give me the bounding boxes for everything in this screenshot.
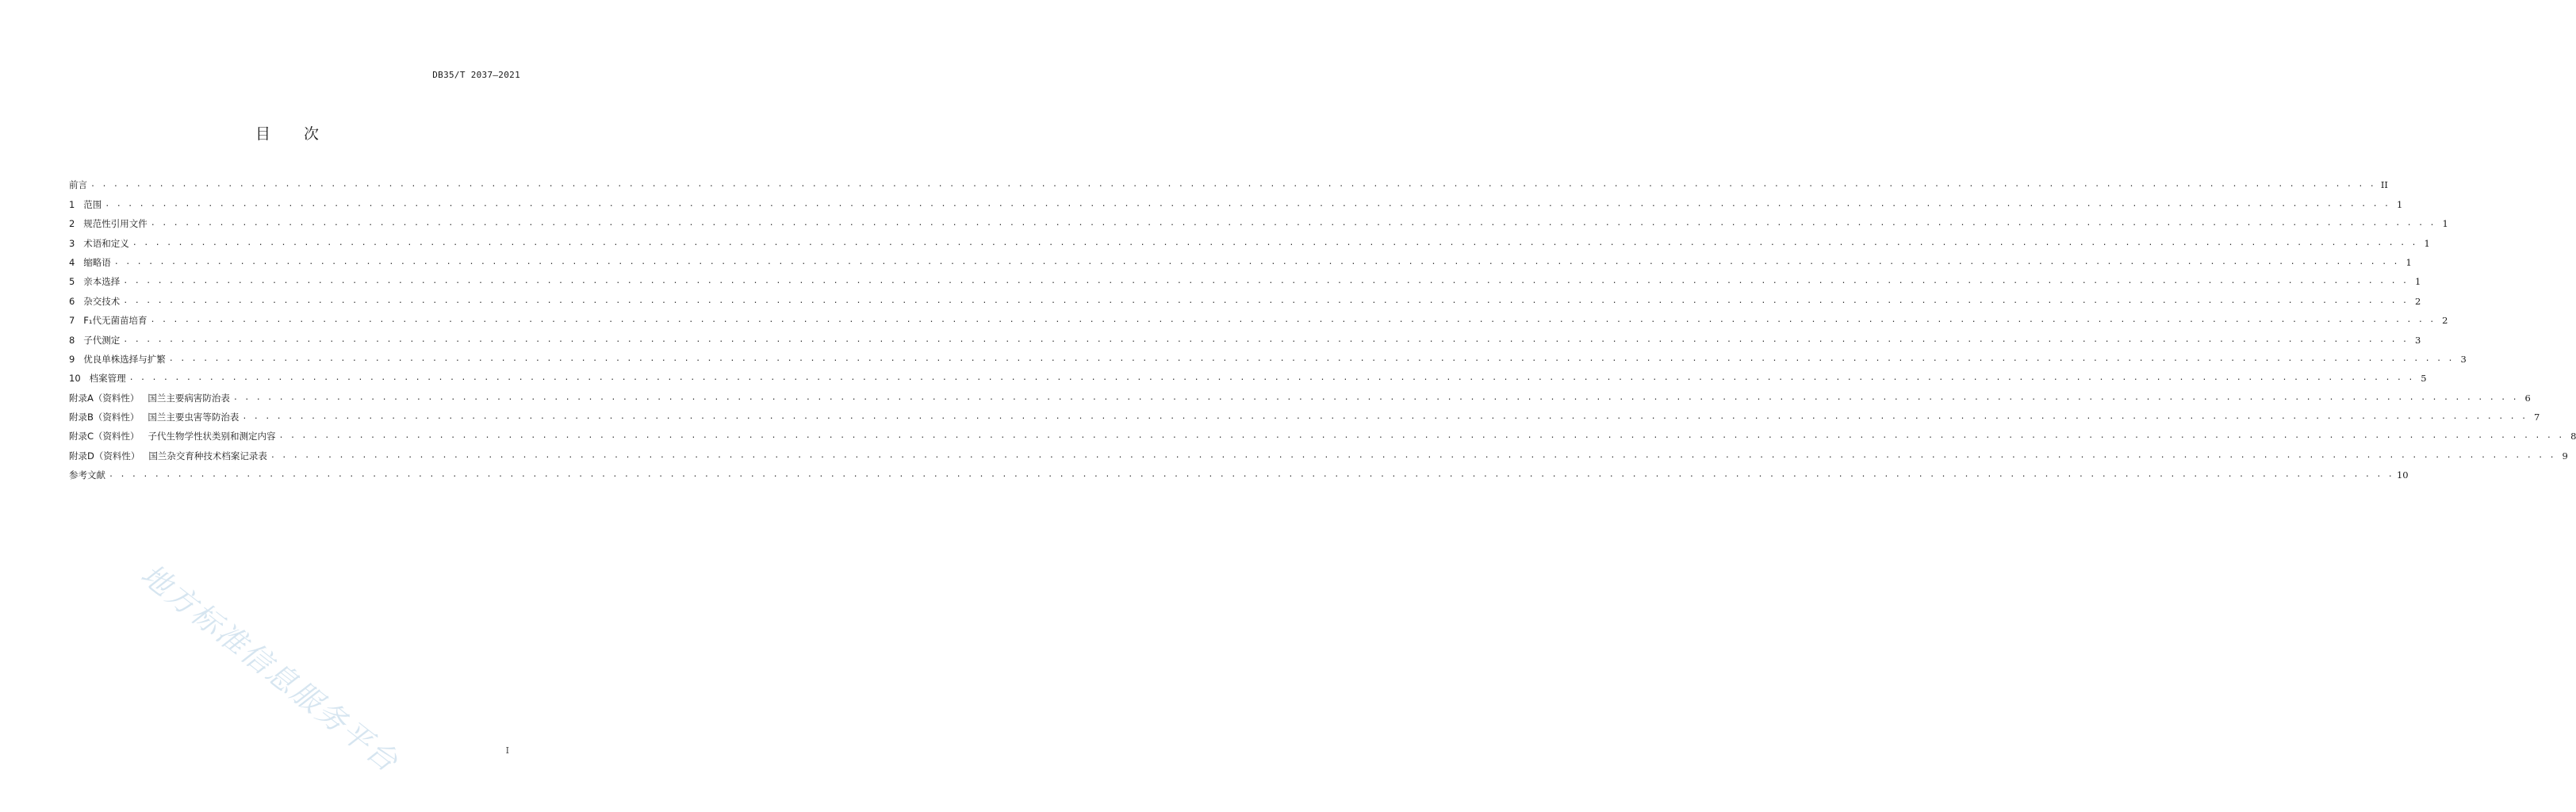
toc-entry-page: 7 xyxy=(2534,412,2540,423)
toc-entry-page: 2 xyxy=(2414,295,2421,307)
toc-entry[interactable] xyxy=(69,404,2540,423)
standard-code: DB35/T 2037—2021 xyxy=(432,70,520,80)
toc-dot-leader: . . . . . . . . . . . . . . . . . . . . . . . . . . . . . . . . . . . . . . . . . . . . . . . . . . . . . . . . . . . . . . . . . . . . . . . . . . . . . . . . . . . . . . . . . . . . . . . . . . . . . . . . . . . . . . . . . . . . . . . . . . . . . . . . . . . . . . . . . . . . . . . . . . . . . . . . . . . . . . . . . . . . . . . . . . . . . . . . . . . . . . . . . . . . . . . . . . . . . . . . xyxy=(113,257,2399,266)
toc-entry-page: 3 xyxy=(2414,334,2421,346)
toc-entry-label: 7 F₁代无菌苗培育 xyxy=(69,315,148,327)
toc-entry[interactable] xyxy=(69,442,2568,462)
toc-entry[interactable] xyxy=(69,366,2427,385)
page-number: I xyxy=(505,745,509,756)
toc-entry-page: 5 xyxy=(2421,373,2427,385)
toc-dot-leader: . . . . . . . . . . . . . . . . . . . . . . . . . . . . . . . . . . . . . . . . . . . . . . . . . . . . . . . . . . . . . . . . . . . . . . . . . . . . . . . . . . . . . . . . . . . . . . . . . . . . . . . . . . . . . . . . . . . . . . . . . . . . . . . . . . . . . . . . . . . . . . . . . . . . . . . . . . . . . . . . . . . . . . . . . . . . . . . . . . . . . . . . . . . . . . . . . . . . . . . . xyxy=(123,296,2409,305)
toc-entry-page: 2 xyxy=(2442,315,2448,327)
toc-dot-leader: . . . . . . . . . . . . . . . . . . . . . . . . . . . . . . . . . . . . . . . . . . . . . . . . . . . . . . . . . . . . . . . . . . . . . . . . . . . . . . . . . . . . . . . . . . . . . . . . . . . . . . . . . . . . . . . . . . . . . . . . . . . . . . . . . . . . . . . . . . . . . . . . . . . . . . . . . . . . . . . . . . . . . . . . . . . . . . . . . . . . . . . . . . . . . . . . . . . . . . . . xyxy=(150,316,2436,325)
toc-entry[interactable] xyxy=(69,347,2467,366)
toc-entry-page: 1 xyxy=(2424,237,2430,249)
toc-dot-leader: . . . . . . . . . . . . . . . . . . . . . . . . . . . . . . . . . . . . . . . . . . . . . . . . . . . . . . . . . . . . . . . . . . . . . . . . . . . . . . . . . . . . . . . . . . . . . . . . . . . . . . . . . . . . . . . . . . . . . . . . . . . . . . . . . . . . . . . . . . . . . . . . . . . . . . . . . . . . . . . . . . . . . . . . . . . . . . . . . . . . . . . . . . . . . . . . . . . . . . . . xyxy=(123,335,2409,344)
toc-entry-label: 附录B（资料性） 国兰主要虫害等防治表 xyxy=(69,412,240,423)
toc-entry-page: 1 xyxy=(2396,198,2403,210)
toc-entry-label: 4 缩略语 xyxy=(69,256,111,268)
toc-entry-page: 1 xyxy=(2442,218,2448,230)
toc-entry[interactable] xyxy=(69,385,2531,404)
toc-entry-label: 附录A（资料性） 国兰主要病害防治表 xyxy=(69,392,230,404)
toc-entry-page: 6 xyxy=(2524,392,2531,404)
toc-entry-label: 9 优良单株选择与扩繁 xyxy=(69,353,166,365)
toc-entry-label: 附录D（资料性） 国兰杂交育种技术档案记录表 xyxy=(69,450,267,462)
toc-entry[interactable] xyxy=(69,269,2421,288)
table-of-contents xyxy=(69,172,2576,481)
toc-entry-page: 10 xyxy=(2396,469,2409,481)
toc-entry-page: 8 xyxy=(2570,431,2576,442)
toc-entry[interactable] xyxy=(69,191,2403,210)
toc-dot-leader: . . . . . . . . . . . . . . . . . . . . . . . . . . . . . . . . . . . . . . . . . . . . . . . . . . . . . . . . . . . . . . . . . . . . . . . . . . . . . . . . . . . . . . . . . . . . . . . . . . . . . . . . . . . . . . . . . . . . . . . . . . . . . . . . . . . . . . . . . . . . . . . . . . . . . . . . . . . . . . . . . . . . . . . . . . . . . . . . . . . . . . . . . . . . . . . . . . . . . . . . xyxy=(278,431,2564,441)
toc-entry-label: 1 范围 xyxy=(69,198,102,210)
toc-entry-page: II xyxy=(2380,179,2388,191)
toc-entry[interactable] xyxy=(69,462,2409,481)
toc-entry[interactable] xyxy=(69,288,2421,307)
toc-entry-page: 9 xyxy=(2562,450,2568,462)
toc-entry-label: 前言 xyxy=(69,179,87,191)
toc-dot-leader: . . . . . . . . . . . . . . . . . . . . . . . . . . . . . . . . . . . . . . . . . . . . . . . . . . . . . . . . . . . . . . . . . . . . . . . . . . . . . . . . . . . . . . . . . . . . . . . . . . . . . . . . . . . . . . . . . . . . . . . . . . . . . . . . . . . . . . . . . . . . . . . . . . . . . . . . . . . . . . . . . . . . . . . . . . . . . . . . . . . . . . . . . . . . . . . . . . . . . . . . xyxy=(128,373,2414,383)
toc-entry[interactable] xyxy=(69,423,2576,442)
toc-dot-leader: . . . . . . . . . . . . . . . . . . . . . . . . . . . . . . . . . . . . . . . . . . . . . . . . . . . . . . . . . . . . . . . . . . . . . . . . . . . . . . . . . . . . . . . . . . . . . . . . . . . . . . . . . . . . . . . . . . . . . . . . . . . . . . . . . . . . . . . . . . . . . . . . . . . . . . . . . . . . . . . . . . . . . . . . . . . . . . . . . . . . . . . . . . . . . . . . . . . . . . . . xyxy=(123,277,2409,286)
toc-entry-label: 6 杂交技术 xyxy=(69,295,121,307)
toc-entry-label: 附录C（资料性） 子代生物学性状类别和测定内容 xyxy=(69,431,276,442)
toc-entry-label: 参考文献 xyxy=(69,469,105,481)
toc-dot-leader: . . . . . . . . . . . . . . . . . . . . . . . . . . . . . . . . . . . . . . . . . . . . . . . . . . . . . . . . . . . . . . . . . . . . . . . . . . . . . . . . . . . . . . . . . . . . . . . . . . . . . . . . . . . . . . . . . . . . . . . . . . . . . . . . . . . . . . . . . . . . . . . . . . . . . . . . . . . . . . . . . . . . . . . . . . . . . . . . . . . . . . . . . . . . . . . . . . . . . . . . xyxy=(270,450,2555,460)
toc-dot-leader: . . . . . . . . . . . . . . . . . . . . . . . . . . . . . . . . . . . . . . . . . . . . . . . . . . . . . . . . . . . . . . . . . . . . . . . . . . . . . . . . . . . . . . . . . . . . . . . . . . . . . . . . . . . . . . . . . . . . . . . . . . . . . . . . . . . . . . . . . . . . . . . . . . . . . . . . . . . . . . . . . . . . . . . . . . . . . . . . . . . . . . . . . . . . . . . . . . . . . . . . xyxy=(242,412,2528,422)
toc-dot-leader: . . . . . . . . . . . . . . . . . . . . . . . . . . . . . . . . . . . . . . . . . . . . . . . . . . . . . . . . . . . . . . . . . . . . . . . . . . . . . . . . . . . . . . . . . . . . . . . . . . . . . . . . . . . . . . . . . . . . . . . . . . . . . . . . . . . . . . . . . . . . . . . . . . . . . . . . . . . . . . . . . . . . . . . . . . . . . . . . . . . . . . . . . . . . . . . . . . . . . . . . xyxy=(168,354,2454,363)
toc-entry[interactable] xyxy=(69,327,2421,346)
toc-entry-label: 3 术语和定义 xyxy=(69,237,129,249)
toc-entry[interactable] xyxy=(69,230,2430,249)
toc-entry-label: 8 子代测定 xyxy=(69,334,121,346)
toc-entry[interactable] xyxy=(69,308,2448,327)
toc-entry-label: 5 亲本选择 xyxy=(69,276,121,288)
toc-dot-leader: . . . . . . . . . . . . . . . . . . . . . . . . . . . . . . . . . . . . . . . . . . . . . . . . . . . . . . . . . . . . . . . . . . . . . . . . . . . . . . . . . . . . . . . . . . . . . . . . . . . . . . . . . . . . . . . . . . . . . . . . . . . . . . . . . . . . . . . . . . . . . . . . . . . . . . . . . . . . . . . . . . . . . . . . . . . . . . . . . . . . . . . . . . . . . . . . . . . . . . . . xyxy=(132,238,2417,247)
toc-dot-leader: . . . . . . . . . . . . . . . . . . . . . . . . . . . . . . . . . . . . . . . . . . . . . . . . . . . . . . . . . . . . . . . . . . . . . . . . . . . . . . . . . . . . . . . . . . . . . . . . . . . . . . . . . . . . . . . . . . . . . . . . . . . . . . . . . . . . . . . . . . . . . . . . . . . . . . . . . . . . . . . . . . . . . . . . . . . . . . . . . . . . . . . . . . . . . . . . . . . . . . . . xyxy=(109,470,2394,480)
toc-entry-page: 1 xyxy=(2405,256,2412,268)
page-title: 目 次 xyxy=(255,125,334,143)
toc-entry[interactable] xyxy=(69,211,2448,230)
toc-dot-leader: . . . . . . . . . . . . . . . . . . . . . . . . . . . . . . . . . . . . . . . . . . . . . . . . . . . . . . . . . . . . . . . . . . . . . . . . . . . . . . . . . . . . . . . . . . . . . . . . . . . . . . . . . . . . . . . . . . . . . . . . . . . . . . . . . . . . . . . . . . . . . . . . . . . . . . . . . . . . . . . . . . . . . . . . . . . . . . . . . . . . . . . . . . . . . . . . . . . . . . . . xyxy=(150,219,2436,228)
toc-dot-leader: . . . . . . . . . . . . . . . . . . . . . . . . . . . . . . . . . . . . . . . . . . . . . . . . . . . . . . . . . . . . . . . . . . . . . . . . . . . . . . . . . . . . . . . . . . . . . . . . . . . . . . . . . . . . . . . . . . . . . . . . . . . . . . . . . . . . . . . . . . . . . . . . . . . . . . . . . . . . . . . . . . . . . . . . . . . . . . . . . . . . . . . . . . . . . . . . . . . . . . . . xyxy=(105,199,2390,209)
toc-entry-page: 1 xyxy=(2414,276,2421,288)
toc-entry-label: 2 规范性引用文件 xyxy=(69,218,148,230)
toc-dot-leader: . . . . . . . . . . . . . . . . . . . . . . . . . . . . . . . . . . . . . . . . . . . . . . . . . . . . . . . . . . . . . . . . . . . . . . . . . . . . . . . . . . . . . . . . . . . . . . . . . . . . . . . . . . . . . . . . . . . . . . . . . . . . . . . . . . . . . . . . . . . . . . . . . . . . . . . . . . . . . . . . . . . . . . . . . . . . . . . . . . . . . . . . . . . . . . . . . . . . . . . . xyxy=(232,393,2518,402)
watermark: 地方标准信息服务平台 xyxy=(134,557,406,779)
toc-entry[interactable] xyxy=(69,250,2412,269)
toc-entry-page: 3 xyxy=(2460,353,2467,365)
toc-entry-label: 10 档案管理 xyxy=(69,373,126,385)
toc-dot-leader: . . . . . . . . . . . . . . . . . . . . . . . . . . . . . . . . . . . . . . . . . . . . . . . . . . . . . . . . . . . . . . . . . . . . . . . . . . . . . . . . . . . . . . . . . . . . . . . . . . . . . . . . . . . . . . . . . . . . . . . . . . . . . . . . . . . . . . . . . . . . . . . . . . . . . . . . . . . . . . . . . . . . . . . . . . . . . . . . . . . . . . . . . . . . . . . . . . . . . . . . xyxy=(90,180,2375,190)
toc-entry[interactable] xyxy=(69,172,2388,191)
